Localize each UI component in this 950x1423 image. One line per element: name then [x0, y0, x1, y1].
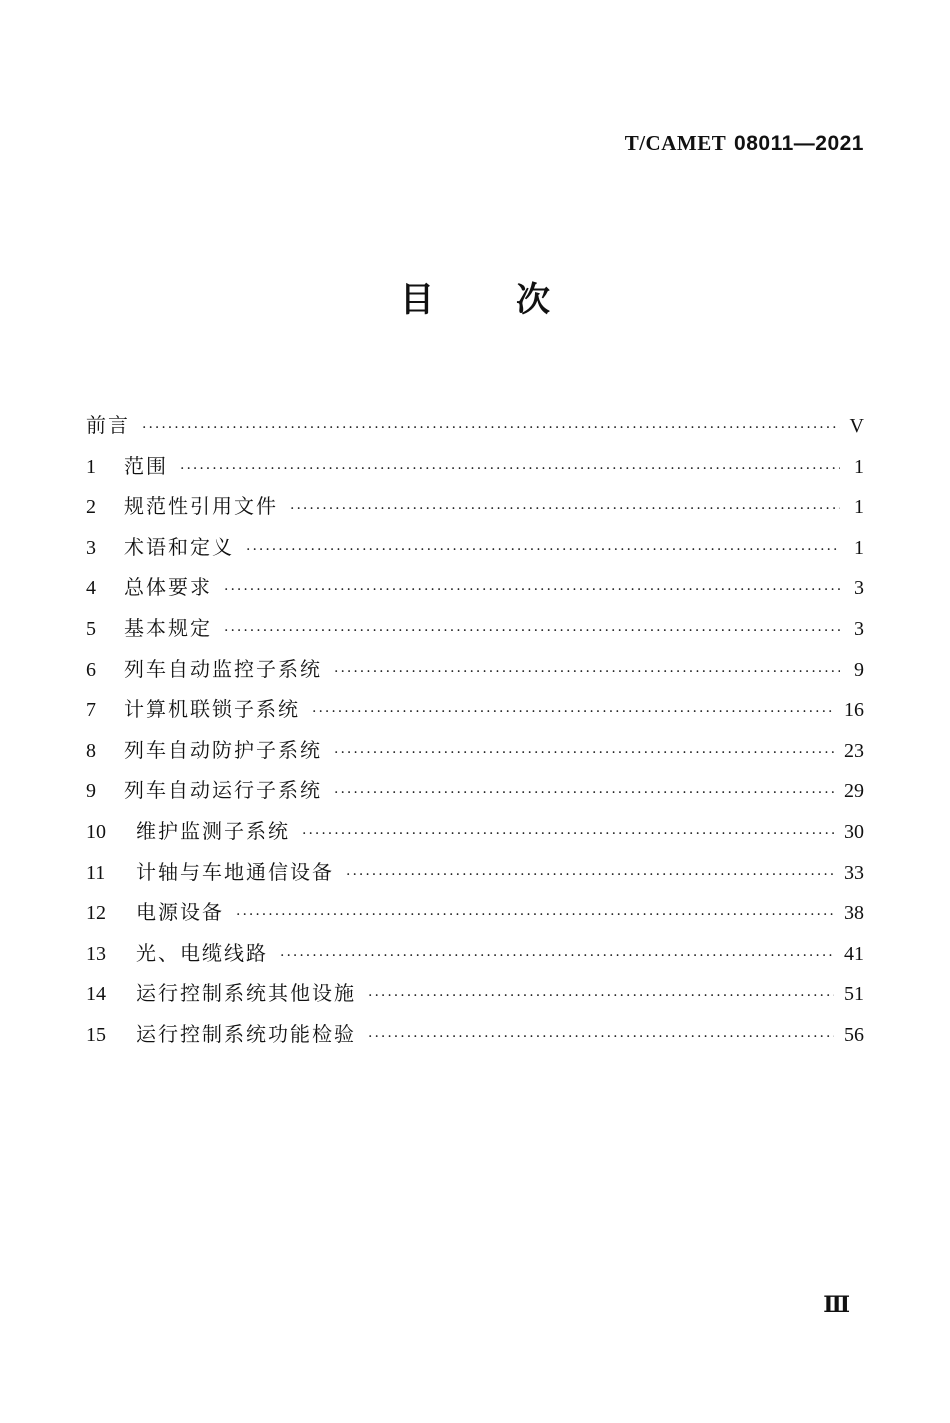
toc-leader-dots [346, 855, 834, 896]
toc-item[interactable] [86, 892, 864, 933]
toc-item-page: 3 [854, 577, 864, 600]
toc-item-foreword[interactable] [86, 405, 864, 446]
toc-item-label: 列车自动防护子系统 [124, 737, 322, 762]
toc-item-number: 3 [86, 536, 96, 559]
toc-item[interactable] [86, 567, 864, 608]
toc-leader-dots [180, 449, 840, 490]
toc-item-number: 7 [86, 699, 96, 722]
toc-item-page: 29 [844, 780, 864, 803]
toc-item-number: 9 [86, 780, 96, 803]
toc-item-number: 11 [86, 861, 106, 884]
toc-item[interactable] [86, 527, 864, 568]
toc-item-label: 运行控制系统功能检验 [136, 1021, 356, 1046]
toc-item-page: 38 [844, 902, 864, 925]
toc-leader-dots [280, 936, 834, 977]
toc-leader-dots [290, 489, 840, 530]
toc-item-number: 6 [86, 658, 96, 681]
toc-item-label: 范围 [124, 453, 168, 478]
toc-item-number: 5 [86, 617, 96, 640]
toc-item[interactable] [86, 649, 864, 690]
toc-item-label: 总体要求 [124, 575, 212, 600]
toc-leader-dots [246, 530, 840, 571]
toc-leader-dots [224, 570, 840, 611]
toc-item-page: 41 [844, 942, 864, 965]
toc-item-page: 16 [844, 699, 864, 722]
toc-leader-dots [142, 408, 840, 449]
toc-leader-dots [334, 773, 834, 814]
toc-leader-dots [236, 895, 834, 936]
toc-item[interactable] [86, 973, 864, 1014]
toc-item[interactable] [86, 730, 864, 771]
toc-leader-dots [334, 733, 834, 774]
toc-leader-dots [368, 1017, 834, 1058]
toc-leader-dots [334, 652, 840, 693]
standard-code [625, 130, 864, 156]
toc-item-label: 前言 [86, 413, 130, 437]
toc-item[interactable] [86, 811, 864, 852]
toc-item-number: 4 [86, 577, 96, 600]
toc-item-page: 1 [854, 455, 864, 478]
toc-item[interactable] [86, 446, 864, 487]
toc-item-page: 51 [844, 983, 864, 1006]
toc-item-number: 1 [86, 455, 96, 478]
toc-item-label: 运行控制系统其他设施 [136, 981, 356, 1006]
toc-item-number: 2 [86, 496, 96, 519]
toc-item-label: 列车自动监控子系统 [124, 656, 322, 681]
toc-item-page: 1 [854, 496, 864, 519]
toc-item-page: V [849, 415, 864, 437]
toc-item-page: 9 [854, 658, 864, 681]
toc-item-number: 12 [86, 902, 106, 925]
toc-leader-dots [224, 611, 840, 652]
toc-item-page: 56 [844, 1023, 864, 1046]
toc-item-label: 维护监测子系统 [136, 818, 290, 843]
toc-item[interactable] [86, 608, 864, 649]
toc-item[interactable] [86, 1014, 864, 1055]
toc-item-number: 13 [86, 942, 106, 965]
page-number: Ⅲ [823, 1292, 850, 1317]
toc-item-number: 10 [86, 820, 106, 843]
toc-item-label: 基本规定 [124, 615, 212, 640]
page-title: 目次 [400, 280, 632, 320]
toc-item-label: 光、电缆线路 [136, 940, 268, 965]
toc-item[interactable] [86, 689, 864, 730]
toc-leader-dots [312, 692, 834, 733]
toc-item-label: 电源设备 [136, 900, 224, 925]
toc-item-label: 计算机联锁子系统 [124, 697, 300, 722]
toc-item-label: 计轴与车地通信设备 [136, 859, 334, 884]
standard-code-number: 08011—2021 [734, 132, 864, 155]
toc-item-page: 1 [854, 536, 864, 559]
toc-item-page: 23 [844, 739, 864, 762]
table-of-contents [86, 405, 864, 1055]
toc-item-label: 列车自动运行子系统 [124, 778, 322, 803]
toc-leader-dots [368, 976, 834, 1017]
toc-leader-dots [302, 814, 834, 855]
toc-item[interactable] [86, 486, 864, 527]
toc-item-page: 30 [844, 820, 864, 843]
toc-item[interactable] [86, 852, 864, 893]
toc-item-page: 3 [854, 617, 864, 640]
toc-item-page: 33 [844, 861, 864, 884]
toc-item[interactable] [86, 770, 864, 811]
toc-item[interactable] [86, 933, 864, 974]
toc-item-label: 术语和定义 [124, 534, 234, 559]
toc-item-number: 8 [86, 739, 96, 762]
toc-item-number: 14 [86, 983, 106, 1006]
standard-code-prefix: T/CAMET [624, 131, 727, 155]
toc-item-number: 15 [86, 1023, 106, 1046]
toc-item-label: 规范性引用文件 [124, 494, 278, 519]
